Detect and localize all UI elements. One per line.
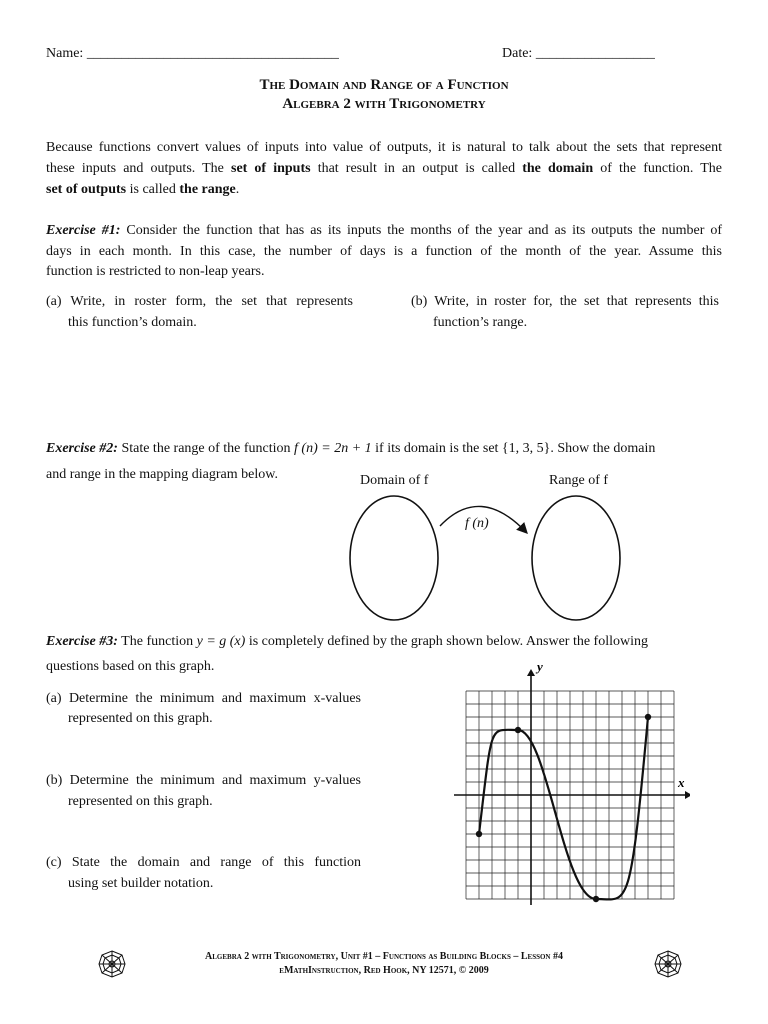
- graph-point: [476, 831, 482, 837]
- ex3-line-2: questions based on this graph.: [46, 659, 215, 674]
- name-label: Name:: [46, 46, 84, 61]
- ex2-function: f (n) = 2n + 1: [294, 441, 372, 456]
- name-field: [46, 44, 339, 64]
- intro-text: these inputs and outputs. The: [46, 161, 231, 176]
- range-oval: [532, 496, 620, 620]
- page-title: The Domain and Range of a Function: [259, 77, 509, 93]
- ex3-part-b-line-1: (b) Determine the minimum and maximum y-values: [46, 773, 361, 788]
- ex2-text: State the range of the function: [117, 441, 295, 456]
- ex1-line-2: days in each month. In this case, the number of days is a function of the month of the year. Assume this: [46, 244, 722, 259]
- y-axis-arrowhead: [527, 669, 535, 676]
- ex3-part-a-line-1: (a) Determine the minimum and maximum x-values: [46, 691, 361, 706]
- intro-line-1: Because functions convert values of inputs into value of outputs, it is natural to talk about the sets that represent: [46, 140, 722, 155]
- function-graph: [450, 655, 690, 905]
- x-axis-arrowhead: [685, 791, 690, 799]
- ex2-line-2: and range in the mapping diagram below.: [46, 467, 278, 482]
- intro-text: is called: [126, 182, 180, 197]
- ex1-line-1: [46, 221, 722, 241]
- ex3-part-c-line-1: (c) State the domain and range of this function: [46, 855, 361, 870]
- ex1-part-b-line-2: function’s range.: [433, 315, 528, 330]
- ex3-part-c-line-2: using set builder notation.: [68, 876, 214, 891]
- ex1-text: Consider the function that has as its inputs the months of the year and as its outputs the number of: [120, 223, 722, 238]
- ex2-line-1: [46, 439, 655, 459]
- ex3-function: y = g (x): [196, 634, 246, 649]
- y-axis-label: y: [537, 659, 543, 674]
- ex2-text: . Show the domain: [550, 441, 656, 456]
- ex2-domain-set: {1, 3, 5}: [501, 441, 551, 456]
- ex3-part-b-line-2: represented on this graph.: [68, 794, 213, 809]
- mapping-arrow-label: f (n): [465, 516, 489, 531]
- ex3-line-1: [46, 632, 648, 652]
- ex3-text: is completely defined by the graph shown below. Answer the following: [245, 634, 648, 649]
- ex3-label: Exercise #3:: [46, 634, 118, 649]
- date-label: Date:: [502, 46, 533, 61]
- ex1-label: Exercise #1:: [46, 223, 121, 238]
- intro-term-inputs: set of inputs: [231, 161, 311, 176]
- footer-line-2: eMathInstruction, Red Hook, NY 12571, © 2009: [279, 965, 489, 976]
- graph-point: [645, 714, 651, 720]
- date-blank: _________________: [535, 46, 655, 61]
- domain-oval: [350, 496, 438, 620]
- date-field: [502, 44, 655, 64]
- intro-term-domain: the domain: [522, 161, 594, 176]
- intro-line-3: [46, 180, 239, 200]
- intro-term-outputs: set of outputs: [46, 182, 127, 197]
- intro-text: that result in an output is called: [310, 161, 523, 176]
- range-oval-label: Range of f: [549, 473, 609, 488]
- page-subtitle: Algebra 2 with Trigonometry: [282, 96, 486, 112]
- graph-point: [515, 727, 521, 733]
- ex1-part-a-line-2: this function’s domain.: [68, 315, 197, 330]
- ex3-text: The function: [117, 634, 197, 649]
- x-axis-label: x: [678, 775, 685, 790]
- ex2-label: Exercise #2:: [46, 441, 118, 456]
- mapping-diagram: [340, 490, 630, 625]
- footer-line-1: Algebra 2 with Trigonometry, Unit #1 – Functions as Building Blocks – Lesson #4: [205, 951, 563, 962]
- domain-oval-label: Domain of f: [360, 473, 429, 488]
- graph-point: [593, 896, 599, 902]
- intro-line-2: [46, 159, 722, 179]
- ex3-part-a-line-2: represented on this graph.: [68, 711, 213, 726]
- ex1-part-a-line-1: (a) Write, in roster form, the set that represents: [46, 294, 353, 309]
- ex2-text: if its domain is the set: [371, 441, 502, 456]
- intro-text: .: [235, 182, 240, 197]
- ex1-part-b-line-1: (b) Write, in roster for, the set that represents this: [411, 294, 719, 309]
- name-blank: ____________________________________: [86, 46, 339, 61]
- ex1-line-3: function is restricted to non-leap years.: [46, 264, 265, 279]
- intro-term-range: the range: [179, 182, 236, 197]
- intro-text: of the function. The: [593, 161, 722, 176]
